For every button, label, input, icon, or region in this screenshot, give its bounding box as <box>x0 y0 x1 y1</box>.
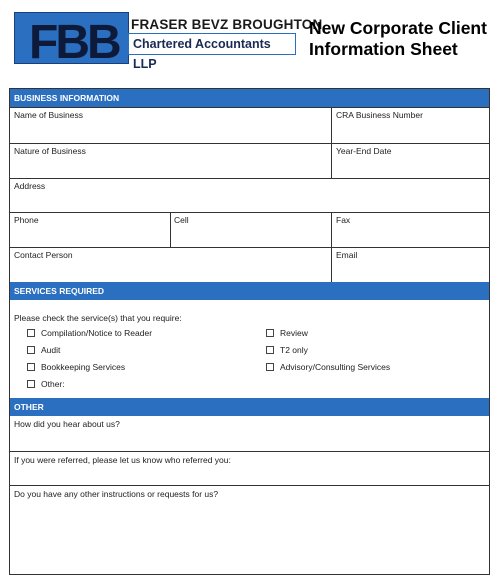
firm-subtitle: Chartered Accountants LLP <box>133 37 271 71</box>
checkbox-label: Compilation/Notice to Reader <box>41 328 153 338</box>
logo <box>14 12 129 69</box>
field-email[interactable]: Email <box>336 250 358 260</box>
divider <box>10 107 489 108</box>
checkbox-t2-only[interactable] <box>266 345 308 355</box>
field-contact-person[interactable]: Contact Person <box>14 250 73 260</box>
checkbox-compilation[interactable] <box>27 328 152 338</box>
checkbox-review[interactable] <box>266 328 308 338</box>
checkbox-icon[interactable] <box>27 329 35 337</box>
divider <box>10 143 489 144</box>
page-title-line1: New Corporate Client <box>309 18 487 38</box>
field-nature-of-business[interactable]: Nature of Business <box>14 146 86 156</box>
section-header-other: OTHER <box>10 398 489 416</box>
checkbox-bookkeeping[interactable] <box>27 362 125 372</box>
field-cra-business-number[interactable]: CRA Business Number <box>336 110 423 120</box>
client-form <box>9 88 490 575</box>
page-title <box>309 18 494 60</box>
divider <box>10 451 489 452</box>
checkbox-audit[interactable] <box>27 345 60 355</box>
firm-name: FRASER BEVZ BROUGHTON <box>131 17 323 32</box>
field-year-end-date[interactable]: Year-End Date <box>336 146 392 156</box>
divider <box>10 247 489 248</box>
section-header-services: SERVICES REQUIRED <box>10 282 489 300</box>
checkbox-icon[interactable] <box>27 346 35 354</box>
field-name-of-business[interactable]: Name of Business <box>14 110 83 120</box>
checkbox-icon[interactable] <box>27 380 35 388</box>
checkbox-label: Other: <box>41 379 65 389</box>
divider <box>170 212 171 247</box>
checkbox-label: Bookkeeping Services <box>41 362 126 372</box>
logo-text: FBB <box>29 16 119 69</box>
field-referred-by[interactable]: If you were referred, please let us know who referred you: <box>14 455 231 465</box>
firm-subtitle-box <box>128 33 296 71</box>
divider <box>10 212 489 213</box>
field-how-did-you-hear[interactable]: How did you hear about us? <box>14 419 120 429</box>
page-title-line2: Information Sheet <box>309 39 458 59</box>
checkbox-icon[interactable] <box>266 346 274 354</box>
checkbox-icon[interactable] <box>27 363 35 371</box>
checkbox-label: Review <box>280 328 308 338</box>
checkbox-advisory[interactable] <box>266 362 390 372</box>
field-other-instructions[interactable]: Do you have any other instructions or requests for us? <box>14 489 219 499</box>
field-cell[interactable]: Cell <box>174 215 189 225</box>
checkbox-icon[interactable] <box>266 329 274 337</box>
checkbox-label: Audit <box>41 345 61 355</box>
divider <box>10 485 489 486</box>
divider <box>10 178 489 179</box>
services-instruction: Please check the service(s) that you require: <box>14 313 182 323</box>
section-header-business: BUSINESS INFORMATION <box>10 89 489 107</box>
checkbox-icon[interactable] <box>266 363 274 371</box>
field-address[interactable]: Address <box>14 181 46 191</box>
checkbox-label: Advisory/Consulting Services <box>280 362 391 372</box>
checkbox-label: T2 only <box>280 345 308 355</box>
field-phone[interactable]: Phone <box>14 215 39 225</box>
checkbox-other[interactable] <box>27 379 65 389</box>
field-fax[interactable]: Fax <box>336 215 351 225</box>
